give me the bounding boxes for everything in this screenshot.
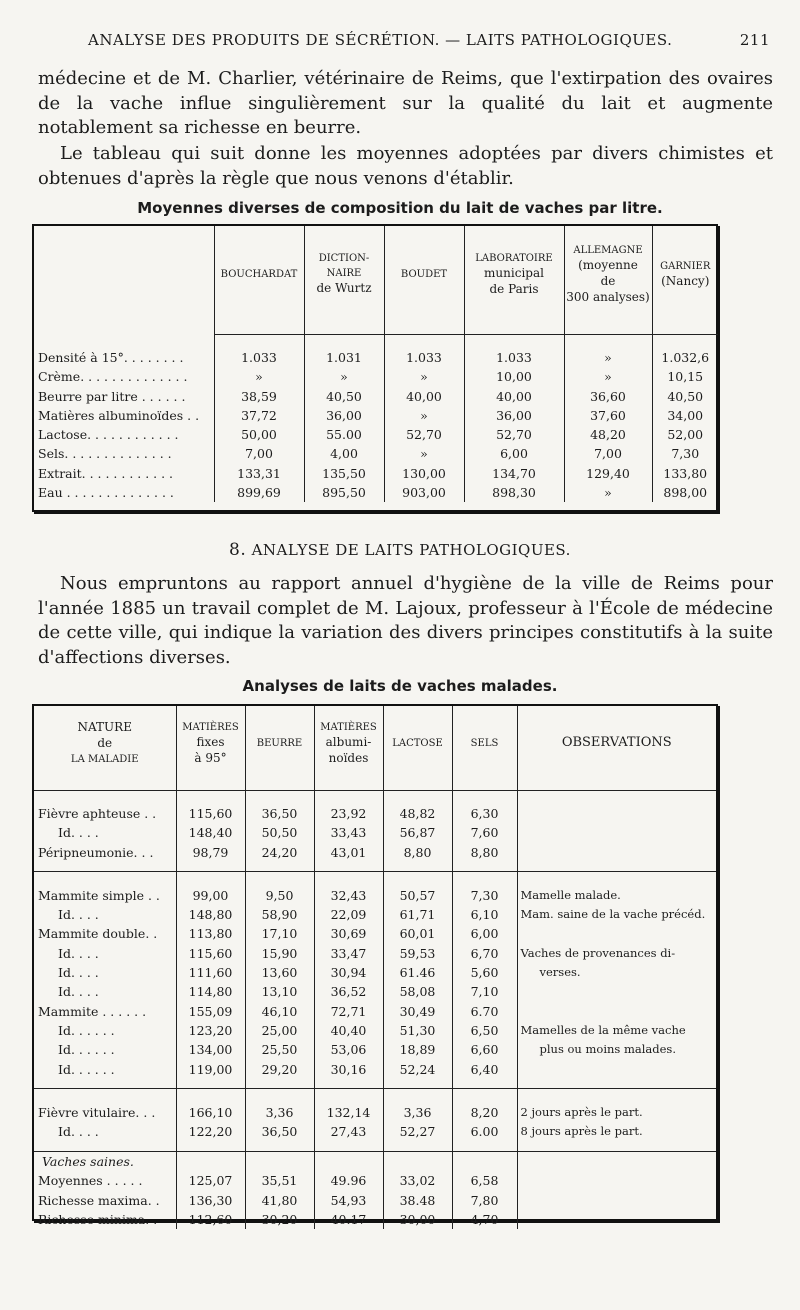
- header-laboratoire: LABORATOIRE municipal de Paris: [464, 226, 564, 322]
- table1-caption: Moyennes diverses de composition du lait de vaches par litre.: [137, 199, 663, 217]
- header-bouchardat: BOUCHARDAT: [214, 226, 304, 322]
- header-blank: [34, 226, 214, 322]
- table-row: Id. . . . 111,60 13,60 30,94 61.46 5,60 verses.: [34, 963, 716, 982]
- table-row: Id. . . . 122,20 36,50 27,43 52,27 6.00 8 jours après le part.: [34, 1122, 716, 1141]
- table-row: Beurre par litre . . . . . . 38,59 40,50 40,00 40,00 36,60 40,50: [34, 387, 718, 406]
- table-row: Péripneumonie. . . 98,79 24,20 43,01 8,80 8,80: [34, 843, 716, 862]
- table-row: Id. . . . 148,80 58,90 22,09 61,71 6,10 Mam. saine de la vache précéd.: [34, 905, 716, 924]
- table-row: Id. . . . 148,40 50,50 33,43 56,87 7,60: [34, 823, 716, 842]
- table-row: Id. . . . 114,80 13,10 36,52 58,08 7,10: [34, 982, 716, 1001]
- header-garnier: GARNIER (Nancy): [652, 226, 718, 322]
- table-row: Densité à 15°. . . . . . . . 1.033 1.031 1.033 1.033 » 1.032,6: [34, 348, 718, 367]
- paragraph-1: médecine et de M. Charlier, vétérinaire de Reims, que l'extirpation des ovaires de la vache influe singulièrement sur la qualité du lait et augmente notablement sa richesse en beurre.: [38, 68, 773, 138]
- running-title: ANALYSE DES PRODUITS DE SÉCRÉTION. — LAITS PATHOLOGIQUES.: [88, 31, 673, 49]
- table-row: Id. . . . . . 123,20 25,00 40,40 51,30 6,50 Mamelles de la même vache: [34, 1021, 716, 1040]
- table-row: Id. . . . . . 134,00 25,50 53,06 18,89 6,60 plus ou moins malades.: [34, 1040, 716, 1059]
- header-matieres-fixes: MATIÈRES fixes à 95°: [176, 706, 245, 780]
- table-row: Richesse maxima. . 136,30 41,80 54,93 38.48 7,80: [34, 1191, 716, 1210]
- header-beurre: BEURRE: [245, 706, 314, 780]
- section-heading: [0, 540, 800, 560]
- table-row: Extrait. . . . . . . . . . . . 133,31 135,50 130,00 134,70 129,40 133,80: [34, 464, 718, 483]
- paragraph-3: Nous empruntons au rapport annuel d'hygiène de la ville de Reims pour l'année 1885 un travail complet de M. Lajoux, professeur à l'École de médecine de cette ville, qui indique la variation des divers principes constitutifs à la suite d'affections diverses.: [38, 573, 773, 668]
- table-row: Lactose. . . . . . . . . . . . 50,00 55.00 52,70 52,70 48,20 52,00: [34, 425, 718, 444]
- table1: [32, 224, 718, 512]
- header-nature: NATURE de LA MALADIE: [70, 719, 139, 765]
- table2: [32, 704, 718, 1227]
- healthy-heading-row: Vaches saines.: [34, 1151, 716, 1171]
- header-sels: SELS: [452, 706, 517, 780]
- table1-body: [34, 334, 718, 502]
- table-row: Crème. . . . . . . . . . . . . . » » » 10,00 » 10,15: [34, 367, 718, 386]
- table-row: Sels. . . . . . . . . . . . . . 7,00 4,00 » 6,00 7,00 7,30: [34, 444, 718, 463]
- header-allemagne: ALLEMAGNE (moyenne de 300 analyses): [564, 226, 652, 322]
- table2-caption: Analyses de laits de vaches malades.: [242, 677, 558, 695]
- table-row: Fièvre aphteuse . . 115,60 36,50 23,92 48,82 6,30: [34, 804, 716, 823]
- table-row: Matières albuminoïdes . . 37,72 36,00 » 36,00 37,60 34,00: [34, 406, 718, 425]
- table-row: Id. . . . . . 119,00 29,20 30,16 52,24 6,40: [34, 1060, 716, 1079]
- paragraph-2: Le tableau qui suit donne les moyennes adoptées par divers chimistes et obtenues d'après la règle que nous venons d'établir.: [38, 143, 773, 189]
- header-lactose: LACTOSE: [383, 706, 452, 780]
- table2-body: [34, 790, 716, 1229]
- table-row: Mammite double. . 113,80 17,10 30,69 60,01 6,00: [34, 924, 716, 943]
- header-observations: OBSERVATIONS: [517, 706, 716, 780]
- header-boudet: BOUDET: [384, 226, 464, 322]
- table-row: Fièvre vitulaire. . . 166,10 3,36 132,14 3,36 8,20 2 jours après le part.: [34, 1103, 716, 1122]
- header-dictionnaire: DICTION- NAIRE de Wurtz: [304, 226, 384, 322]
- table-row: Moyennes . . . . . 125,07 35,51 49.96 33,02 6,58: [34, 1171, 716, 1190]
- table-row: Mammite simple . . 99,00 9,50 32,43 50,57 7,30 Mamelle malade.: [34, 886, 716, 905]
- section-number: 8.: [229, 540, 247, 560]
- section-title: ANALYSE DE LAITS PATHOLOGIQUES.: [251, 541, 571, 559]
- table-row: Id. . . . 115,60 15,90 33,47 59,53 6,70 Vaches de provenances di-: [34, 944, 716, 963]
- table-row: Mammite . . . . . . 155,09 46,10 72,71 30,49 6.70: [34, 1002, 716, 1021]
- header-matieres-albuminoides: MATIÈRES albumi- noïdes: [314, 706, 383, 780]
- table-row: Eau . . . . . . . . . . . . . . 899,69 895,50 903,00 898,30 » 898,00: [34, 483, 718, 502]
- page-number: 211: [739, 31, 770, 49]
- table-row: Richesse minima. . 112,60 30,20 40.17 30,00 4,70: [34, 1210, 716, 1229]
